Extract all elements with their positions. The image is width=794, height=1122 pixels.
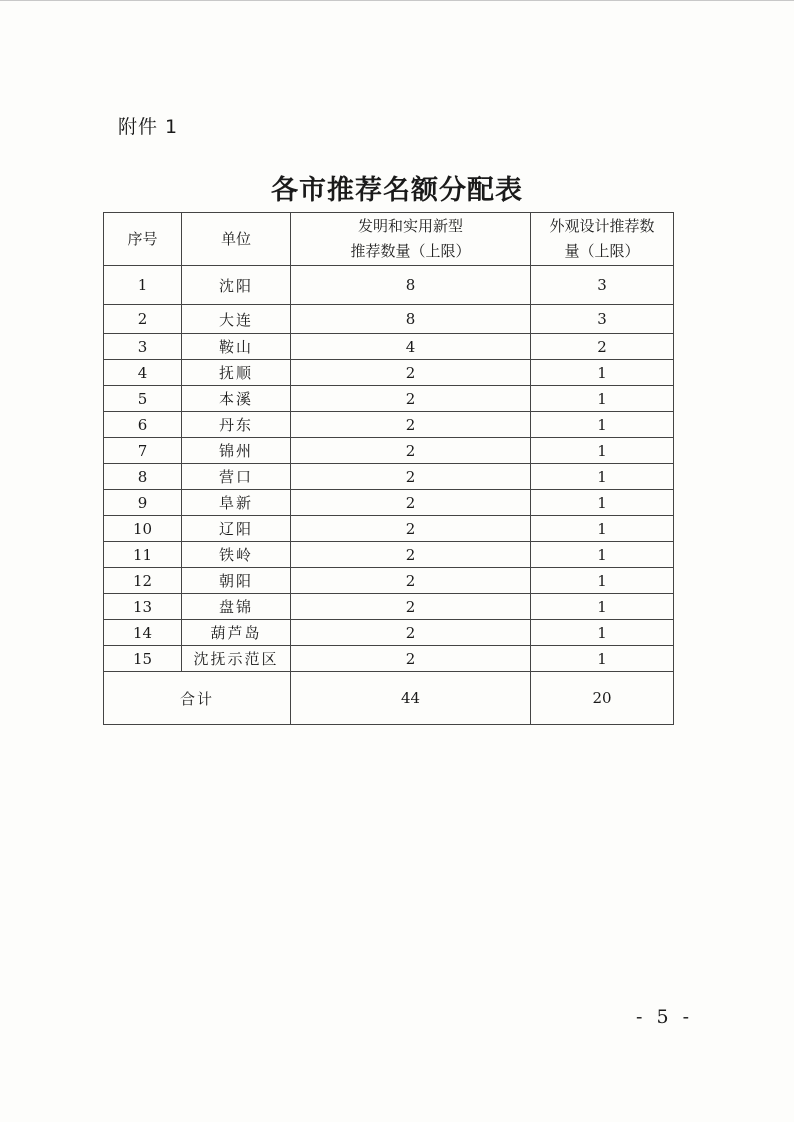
row-index-cell: 11: [104, 542, 182, 568]
row-index-cell: 14: [104, 620, 182, 646]
header-invention-line1: 发明和实用新型: [357, 217, 463, 235]
row-design-cell: 1: [531, 412, 674, 438]
row-unit-cell: 沈抚示范区: [182, 646, 291, 672]
row-design-cell: 1: [531, 360, 674, 386]
attachment-label: 附件 1: [118, 116, 179, 138]
row-unit-cell: 沈阳: [182, 266, 291, 305]
table-row: [104, 334, 674, 360]
row-index-cell: 13: [104, 594, 182, 620]
row-design-cell: 1: [531, 464, 674, 490]
row-design-cell: 3: [531, 266, 674, 305]
table-row: [104, 646, 674, 672]
table-row: [104, 568, 674, 594]
row-invention-cell: 2: [291, 464, 531, 490]
page-top-edge: [0, 0, 794, 1]
row-unit-cell: 丹东: [182, 412, 291, 438]
table-row: [104, 412, 674, 438]
row-design-cell: 1: [531, 542, 674, 568]
row-index-cell: 9: [104, 490, 182, 516]
table-row: [104, 266, 674, 305]
table-row: [104, 490, 674, 516]
table-body: [104, 266, 674, 725]
header-invention-line2: 推荐数量（上限）: [350, 242, 471, 260]
header-design: [531, 213, 674, 266]
row-invention-cell: 2: [291, 646, 531, 672]
header-design-line2: 量（上限）: [564, 242, 640, 260]
row-invention-cell: 2: [291, 568, 531, 594]
row-unit-cell: 鞍山: [182, 334, 291, 360]
row-invention-cell: 2: [291, 490, 531, 516]
row-design-cell: 3: [531, 305, 674, 334]
header-index: 序号: [104, 213, 182, 266]
row-index-cell: 5: [104, 386, 182, 412]
document-title: 各市推荐名额分配表: [271, 175, 523, 206]
header-invention: [291, 213, 531, 266]
row-unit-cell: 盘锦: [182, 594, 291, 620]
table-total-row: [104, 672, 674, 725]
row-unit-cell: 抚顺: [182, 360, 291, 386]
row-invention-cell: 2: [291, 360, 531, 386]
row-index-cell: 8: [104, 464, 182, 490]
row-unit-cell: 辽阳: [182, 516, 291, 542]
row-index-cell: 15: [104, 646, 182, 672]
row-invention-cell: 4: [291, 334, 531, 360]
row-unit-cell: 锦州: [182, 438, 291, 464]
row-unit-cell: 铁岭: [182, 542, 291, 568]
row-design-cell: 1: [531, 490, 674, 516]
row-index-cell: 12: [104, 568, 182, 594]
total-label: 合计: [104, 672, 291, 725]
row-index-cell: 3: [104, 334, 182, 360]
row-unit-cell: 阜新: [182, 490, 291, 516]
row-index-cell: 7: [104, 438, 182, 464]
row-index-cell: 10: [104, 516, 182, 542]
row-invention-cell: 2: [291, 542, 531, 568]
table-row: [104, 516, 674, 542]
row-design-cell: 2: [531, 334, 674, 360]
row-index-cell: 6: [104, 412, 182, 438]
row-invention-cell: 2: [291, 438, 531, 464]
page-number: - 5 -: [636, 1006, 694, 1028]
row-design-cell: 1: [531, 594, 674, 620]
row-design-cell: 1: [531, 620, 674, 646]
table-row: [104, 620, 674, 646]
table-row: [104, 464, 674, 490]
row-unit-cell: 大连: [182, 305, 291, 334]
row-invention-cell: 2: [291, 386, 531, 412]
row-design-cell: 1: [531, 568, 674, 594]
row-unit-cell: 本溪: [182, 386, 291, 412]
table-row: [104, 438, 674, 464]
row-index-cell: 1: [104, 266, 182, 305]
row-design-cell: 1: [531, 438, 674, 464]
row-unit-cell: 葫芦岛: [182, 620, 291, 646]
row-invention-cell: 8: [291, 266, 531, 305]
table-header-row: [104, 213, 674, 266]
row-invention-cell: 2: [291, 412, 531, 438]
table-row: [104, 594, 674, 620]
table-row: [104, 305, 674, 334]
total-invention: 44: [291, 672, 531, 725]
allocation-table: [103, 212, 674, 725]
row-unit-cell: 朝阳: [182, 568, 291, 594]
row-design-cell: 1: [531, 646, 674, 672]
row-invention-cell: 2: [291, 594, 531, 620]
row-invention-cell: 2: [291, 620, 531, 646]
row-design-cell: 1: [531, 386, 674, 412]
row-design-cell: 1: [531, 516, 674, 542]
row-invention-cell: 8: [291, 305, 531, 334]
table-row: [104, 542, 674, 568]
row-index-cell: 2: [104, 305, 182, 334]
row-index-cell: 4: [104, 360, 182, 386]
row-invention-cell: 2: [291, 516, 531, 542]
row-unit-cell: 营口: [182, 464, 291, 490]
table-row: [104, 386, 674, 412]
header-unit: 单位: [182, 213, 291, 266]
header-design-line1: 外观设计推荐数: [549, 217, 655, 235]
table-row: [104, 360, 674, 386]
total-design: 20: [531, 672, 674, 725]
